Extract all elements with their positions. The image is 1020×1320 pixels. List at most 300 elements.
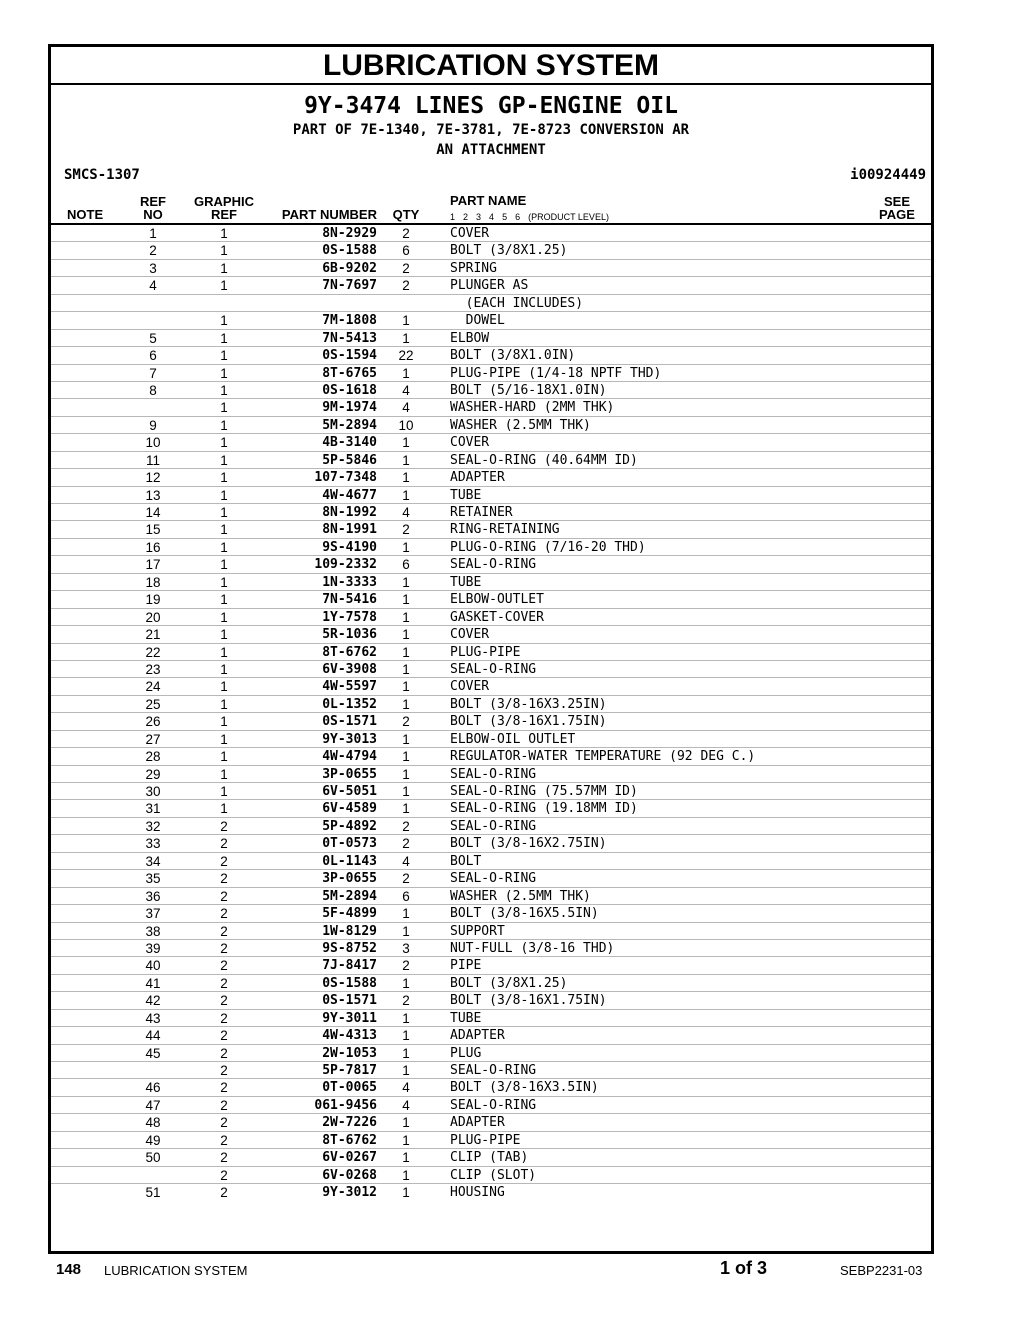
table-row (51, 1079, 931, 1096)
qty-cell: 10 (398, 417, 414, 433)
ref-no-cell: 40 (145, 958, 161, 974)
part-number-cell: 0S-1571 (322, 714, 377, 730)
part-number-cell: 7N-5413 (322, 330, 377, 346)
qty-cell: 1 (402, 592, 410, 608)
table-row (51, 1045, 931, 1062)
illustration-id: i00924449 (850, 167, 926, 183)
part-number-cell: 0L-1143 (322, 853, 377, 869)
part-name-cell: ELBOW-OIL OUTLET (450, 731, 576, 747)
table-row (51, 1149, 931, 1166)
part-name-cell: SEAL-O-RING (450, 871, 537, 887)
qty-cell: 2 (402, 522, 410, 538)
column-header-ref-bottom: NO (143, 207, 163, 222)
qty-cell: 1 (402, 1045, 410, 1061)
qty-cell: 1 (402, 1028, 410, 1044)
graphic-ref-cell: 2 (220, 888, 228, 904)
ref-no-cell: 41 (145, 975, 161, 991)
qty-cell: 1 (402, 731, 410, 747)
table-row (51, 609, 931, 626)
part-name-cell: SEAL-O-RING (450, 1063, 537, 1078)
part-name-cell: ADAPTER (450, 470, 505, 486)
column-header-ref-top: REF (140, 194, 166, 209)
table-row (51, 277, 931, 294)
graphic-ref-cell: 1 (220, 452, 228, 468)
part-name-cell: BOLT (3/8X1.25) (450, 243, 568, 259)
part-number-cell: 6B-9202 (322, 260, 377, 276)
qty-cell: 1 (402, 923, 410, 939)
graphic-ref-cell: 1 (220, 539, 228, 555)
part-name-cell: RING-RETAINING (450, 522, 560, 538)
part-number-cell: 6V-3908 (322, 661, 377, 677)
qty-cell: 1 (402, 801, 410, 817)
graphic-ref-cell: 1 (220, 435, 228, 451)
qty-cell: 2 (402, 836, 410, 852)
smcs-code: SMCS-1307 (64, 167, 140, 183)
part-name-cell: BOLT (450, 853, 482, 869)
table-row (51, 1027, 931, 1044)
table-row (51, 225, 931, 242)
part-number-cell: 5R-1036 (322, 627, 377, 643)
ref-no-cell: 7 (149, 365, 157, 381)
ref-no-cell: 4 (149, 278, 157, 294)
graphic-ref-cell: 1 (220, 661, 228, 677)
parts-list-frame (48, 44, 934, 1254)
part-number-cell: 5M-2894 (322, 888, 377, 904)
qty-cell: 4 (402, 853, 410, 869)
graphic-ref-cell: 1 (220, 627, 228, 643)
table-row (51, 1062, 931, 1079)
group-title: 9Y-3474 LINES GP-ENGINE OIL (304, 93, 678, 119)
ref-no-cell: 38 (145, 923, 161, 939)
graphic-ref-cell: 2 (220, 1045, 228, 1061)
table-row (51, 521, 931, 538)
part-number-cell: 109-2332 (314, 557, 377, 573)
table-row (51, 365, 931, 382)
ref-no-cell: 42 (145, 993, 161, 1009)
part-number-cell: 2W-1053 (322, 1045, 377, 1061)
ref-no-cell: 12 (145, 470, 161, 486)
table-row (51, 818, 931, 835)
part-number-cell: 107-7348 (314, 470, 377, 486)
part-number-cell: 3P-0655 (322, 871, 377, 887)
part-name-cell: SEAL-O-RING (450, 557, 537, 573)
table-row (51, 1132, 931, 1149)
graphic-ref-cell: 2 (220, 975, 228, 991)
ref-no-cell: 6 (149, 348, 157, 364)
part-name-cell: TUBE (450, 1010, 482, 1026)
table-row (51, 295, 931, 312)
table-row (51, 783, 931, 800)
ref-no-cell: 20 (145, 609, 161, 625)
part-number-cell: 0T-0065 (322, 1080, 377, 1096)
qty-cell: 6 (402, 557, 410, 573)
graphic-ref-cell: 1 (220, 417, 228, 433)
part-number-cell: 4W-4677 (322, 487, 377, 503)
qty-cell: 6 (402, 243, 410, 259)
graphic-ref-cell: 2 (220, 1115, 228, 1131)
qty-cell: 2 (402, 260, 410, 276)
graphic-ref-cell: 1 (220, 609, 228, 625)
table-row (51, 905, 931, 922)
qty-cell: 1 (402, 1150, 410, 1166)
part-name-cell: ELBOW (450, 330, 490, 346)
product-level-6: 6 (515, 212, 521, 222)
part-name-cell: COVER (450, 435, 490, 451)
graphic-ref-cell: 2 (220, 1063, 228, 1078)
part-name-cell: SUPPORT (450, 923, 505, 939)
qty-cell: 1 (402, 452, 410, 468)
ref-no-cell: 27 (145, 731, 161, 747)
part-name-cell: SPRING (450, 260, 497, 276)
document-id: SEBP2231-03 (840, 1263, 923, 1278)
table-row (51, 713, 931, 730)
part-name-cell: COVER (450, 679, 490, 695)
table-row (51, 678, 931, 695)
product-level-4: 4 (489, 212, 495, 222)
part-name-cell: BOLT (3/8-16X2.75IN) (450, 836, 607, 852)
footer-section: LUBRICATION SYSTEM (104, 1263, 248, 1278)
ref-no-cell: 3 (149, 260, 157, 276)
table-row (51, 696, 931, 713)
table-row (51, 923, 931, 940)
table-row (51, 1010, 931, 1027)
ref-no-cell: 33 (145, 836, 161, 852)
graphic-ref-cell: 1 (220, 260, 228, 276)
graphic-ref-cell: 1 (220, 714, 228, 730)
ref-no-cell: 44 (145, 1028, 161, 1044)
table-row (51, 870, 931, 887)
product-level-5: 5 (502, 212, 508, 222)
graphic-ref-cell: 1 (220, 784, 228, 799)
section-title: LUBRICATION SYSTEM (51, 47, 931, 85)
part-name-cell: BOLT (3/8-16X3.25IN) (450, 696, 607, 712)
qty-cell: 1 (402, 330, 410, 346)
ref-no-cell: 1 (149, 226, 157, 241)
table-row (51, 574, 931, 591)
part-number-cell: 9S-4190 (322, 539, 377, 555)
ref-no-cell: 16 (145, 539, 161, 555)
part-name-cell: SEAL-O-RING (450, 661, 537, 677)
graphic-ref-cell: 1 (220, 749, 228, 765)
ref-no-cell: 13 (145, 487, 161, 503)
graphic-ref-cell: 2 (220, 1097, 228, 1113)
part-number-cell: 3P-0655 (322, 766, 377, 782)
qty-cell: 3 (402, 940, 410, 956)
part-name-cell: ELBOW-OUTLET (450, 592, 544, 608)
column-header-part-number: PART NUMBER (281, 207, 377, 222)
part-name-cell: PLUG-PIPE (450, 1132, 521, 1148)
table-row (51, 835, 931, 852)
qty-cell: 1 (402, 679, 410, 695)
qty-cell: 4 (402, 400, 410, 416)
qty-cell: 2 (402, 278, 410, 294)
ref-no-cell: 35 (145, 871, 161, 887)
part-number-cell: 8N-1992 (322, 505, 377, 520)
graphic-ref-cell: 1 (220, 470, 228, 486)
qty-cell: 1 (402, 539, 410, 555)
part-number-cell: 9Y-3013 (322, 731, 377, 747)
graphic-ref-cell: 1 (220, 574, 228, 590)
ref-no-cell: 29 (145, 766, 161, 782)
qty-cell: 2 (402, 226, 410, 241)
qty-cell: 4 (402, 382, 410, 398)
part-name-cell: CLIP (TAB) (450, 1150, 529, 1166)
table-row (51, 853, 931, 870)
qty-cell: 2 (402, 714, 410, 730)
parts-table-body (51, 225, 931, 1202)
part-number-cell: 7N-5416 (322, 592, 377, 608)
graphic-ref-cell: 2 (220, 1028, 228, 1044)
part-number-cell: 0S-1618 (322, 382, 377, 398)
table-row (51, 992, 931, 1009)
part-number-cell: 4W-5597 (322, 679, 377, 695)
part-number-cell: 8N-1991 (322, 522, 377, 538)
part-number-cell: 6V-4589 (322, 801, 377, 817)
qty-cell: 1 (402, 313, 410, 329)
part-name-cell: DOWEL (450, 313, 505, 329)
table-row (51, 1097, 931, 1114)
part-name-cell: BOLT (3/8-16X3.5IN) (450, 1080, 599, 1096)
ref-no-cell: 46 (145, 1080, 161, 1096)
ref-no-cell: 10 (145, 435, 161, 451)
qty-cell: 1 (402, 661, 410, 677)
part-number-cell: 9Y-3012 (322, 1185, 377, 1201)
part-name-cell: NUT-FULL (3/8-16 THD) (450, 940, 615, 956)
graphic-ref-cell: 2 (220, 1185, 228, 1201)
part-number-cell: 1N-3333 (322, 574, 377, 590)
graphic-ref-cell: 1 (220, 696, 228, 712)
ref-no-cell: 26 (145, 714, 161, 730)
graphic-ref-cell: 2 (220, 1132, 228, 1148)
part-name-cell: TUBE (450, 574, 482, 590)
qty-cell: 2 (402, 993, 410, 1009)
part-name-cell: PLUNGER AS (450, 278, 529, 294)
ref-no-cell: 49 (145, 1132, 161, 1148)
ref-no-cell: 24 (145, 679, 161, 695)
part-name-cell: BOLT (5/16-18X1.0IN) (450, 382, 607, 398)
part-name-cell: CLIP (SLOT) (450, 1167, 537, 1183)
qty-cell: 1 (402, 487, 410, 503)
table-row (51, 957, 931, 974)
part-name-cell: COVER (450, 627, 490, 643)
graphic-ref-cell: 1 (220, 243, 228, 259)
part-number-cell: 7M-1808 (322, 313, 377, 329)
graphic-ref-cell: 1 (220, 505, 228, 520)
table-row (51, 312, 931, 329)
part-number-cell: 8T-6765 (322, 365, 377, 381)
graphic-ref-cell: 1 (220, 348, 228, 364)
ref-no-cell: 37 (145, 906, 161, 922)
table-row (51, 539, 931, 556)
part-name-cell: PLUG-PIPE (1/4-18 NPTF THD) (450, 365, 662, 381)
table-row (51, 1114, 931, 1131)
qty-cell: 1 (402, 1115, 410, 1131)
graphic-ref-cell: 2 (220, 940, 228, 956)
column-header-qty: QTY (392, 207, 420, 222)
graphic-ref-cell: 2 (220, 836, 228, 852)
ref-no-cell: 31 (145, 801, 161, 817)
qty-cell: 1 (402, 1132, 410, 1148)
part-number-cell: 9S-8752 (322, 940, 377, 956)
part-number-cell: 6V-0268 (322, 1167, 377, 1183)
qty-cell: 1 (402, 574, 410, 590)
graphic-ref-cell: 1 (220, 522, 228, 538)
ref-no-cell: 25 (145, 696, 161, 712)
page-of: 1 of 3 (720, 1258, 768, 1278)
part-number-cell: 7N-7697 (322, 278, 377, 294)
ref-no-cell: 15 (145, 522, 161, 538)
graphic-ref-cell: 1 (220, 365, 228, 381)
table-row (51, 469, 931, 486)
qty-cell: 1 (402, 784, 410, 799)
table-row (51, 347, 931, 364)
graphic-ref-cell: 2 (220, 1167, 228, 1183)
graphic-ref-cell: 1 (220, 644, 228, 660)
part-number-cell: 5F-4899 (322, 906, 377, 922)
part-number-cell: 2W-7226 (322, 1115, 377, 1131)
column-header-graphic-bottom: REF (211, 207, 237, 222)
part-number-cell: 0T-0573 (322, 836, 377, 852)
table-row (51, 556, 931, 573)
graphic-ref-cell: 1 (220, 330, 228, 346)
graphic-ref-cell: 1 (220, 592, 228, 608)
product-level-1: 1 (450, 212, 456, 222)
table-row (51, 1184, 931, 1201)
graphic-ref-cell: 2 (220, 906, 228, 922)
part-name-cell: PLUG (450, 1045, 482, 1061)
table-row (51, 504, 931, 521)
part-number-cell: 7J-8417 (322, 958, 377, 974)
ref-no-cell: 14 (145, 505, 161, 520)
qty-cell: 1 (402, 1010, 410, 1026)
part-number-cell: 1Y-7578 (322, 609, 377, 625)
ref-no-cell: 32 (145, 818, 161, 834)
graphic-ref-cell: 2 (220, 923, 228, 939)
table-row (51, 242, 931, 259)
part-number-cell: 5M-2894 (322, 417, 377, 433)
ref-no-cell: 28 (145, 749, 161, 765)
ref-no-cell: 8 (149, 382, 157, 398)
qty-cell: 1 (402, 627, 410, 643)
qty-cell: 1 (402, 766, 410, 782)
qty-cell: 1 (402, 749, 410, 765)
part-name-cell: (EACH INCLUDES) (450, 295, 584, 311)
table-row (51, 399, 931, 416)
product-levels (450, 212, 617, 222)
table-row (51, 800, 931, 817)
part-name-cell: PLUG-PIPE (450, 644, 521, 660)
graphic-ref-cell: 2 (220, 871, 228, 887)
ref-no-cell: 21 (145, 627, 161, 643)
part-name-cell: BOLT (3/8-16X5.5IN) (450, 906, 599, 922)
column-header-graphic-top: GRAPHIC (194, 194, 254, 209)
table-row (51, 626, 931, 643)
part-number-cell: 6V-0267 (322, 1150, 377, 1166)
ref-no-cell: 9 (149, 417, 157, 433)
part-name-cell: SEAL-O-RING (450, 766, 537, 782)
qty-cell: 6 (402, 888, 410, 904)
table-row (51, 731, 931, 748)
qty-cell: 1 (402, 1167, 410, 1183)
part-name-cell: SEAL-O-RING (75.57MM ID) (450, 784, 638, 799)
part-name-cell: WASHER-HARD (2MM THK) (450, 400, 615, 416)
ref-no-cell: 34 (145, 853, 161, 869)
table-row (51, 487, 931, 504)
part-number-cell: 8N-2929 (322, 226, 377, 241)
part-name-cell: COVER (450, 226, 490, 241)
graphic-ref-cell: 1 (220, 382, 228, 398)
graphic-ref-cell: 1 (220, 766, 228, 782)
ref-no-cell: 22 (145, 644, 161, 660)
graphic-ref-cell: 1 (220, 801, 228, 817)
ref-no-cell: 19 (145, 592, 161, 608)
part-name-cell: SEAL-O-RING (450, 1097, 537, 1113)
qty-cell: 1 (402, 609, 410, 625)
table-row (51, 644, 931, 661)
table-row (51, 748, 931, 765)
ref-no-cell: 43 (145, 1010, 161, 1026)
table-row (51, 260, 931, 277)
part-name-cell: REGULATOR-WATER TEMPERATURE (92 DEG C.) (450, 749, 756, 765)
part-name-cell: TUBE (450, 487, 482, 503)
graphic-ref-cell: 2 (220, 958, 228, 974)
qty-cell: 4 (402, 505, 410, 520)
graphic-ref-cell: 2 (220, 1080, 228, 1096)
part-number-cell: 0S-1571 (322, 993, 377, 1009)
ref-no-cell: 48 (145, 1115, 161, 1131)
part-name-cell: WASHER (2.5MM THK) (450, 888, 591, 904)
table-row (51, 452, 931, 469)
qty-cell: 2 (402, 958, 410, 974)
column-header-see-bottom: PAGE (879, 207, 915, 222)
part-number-cell: 8T-6762 (322, 644, 377, 660)
ref-no-cell: 11 (145, 452, 160, 468)
part-name-cell: BOLT (3/8X1.0IN) (450, 348, 576, 364)
part-number-cell: 0S-1588 (322, 243, 377, 259)
graphic-ref-cell: 2 (220, 1010, 228, 1026)
part-number-cell: 6V-5051 (322, 784, 377, 799)
part-name-cell: BOLT (3/8X1.25) (450, 975, 568, 991)
graphic-ref-cell: 1 (220, 313, 228, 329)
ref-no-cell: 39 (145, 940, 161, 956)
graphic-ref-cell: 2 (220, 818, 228, 834)
table-row (51, 591, 931, 608)
part-number-cell: 061-9456 (314, 1097, 377, 1113)
part-name-cell: SEAL-O-RING (450, 818, 537, 834)
part-number-cell: 9Y-3011 (322, 1010, 377, 1026)
column-header-part-name: PART NAME (450, 193, 527, 208)
table-row (51, 1167, 931, 1184)
part-number-cell: 9M-1974 (322, 400, 377, 416)
qty-cell: 4 (402, 1097, 410, 1113)
ref-no-cell: 50 (145, 1150, 161, 1166)
graphic-ref-cell: 2 (220, 1150, 228, 1166)
column-header-note: NOTE (67, 207, 104, 222)
part-number-cell: 4B-3140 (322, 435, 377, 451)
part-name-cell: SEAL-O-RING (19.18MM ID) (450, 801, 638, 817)
part-name-cell: BOLT (3/8-16X1.75IN) (450, 714, 607, 730)
graphic-ref-cell: 1 (220, 278, 228, 294)
part-name-cell: RETAINER (450, 505, 513, 520)
qty-cell: 1 (402, 906, 410, 922)
qty-cell: 1 (402, 365, 410, 381)
product-level-3: 3 (476, 212, 482, 222)
graphic-ref-cell: 1 (220, 400, 228, 416)
qty-cell: 22 (398, 348, 414, 364)
part-name-cell: HOUSING (450, 1185, 505, 1201)
ref-no-cell: 30 (145, 784, 161, 799)
qty-cell: 4 (402, 1080, 410, 1096)
